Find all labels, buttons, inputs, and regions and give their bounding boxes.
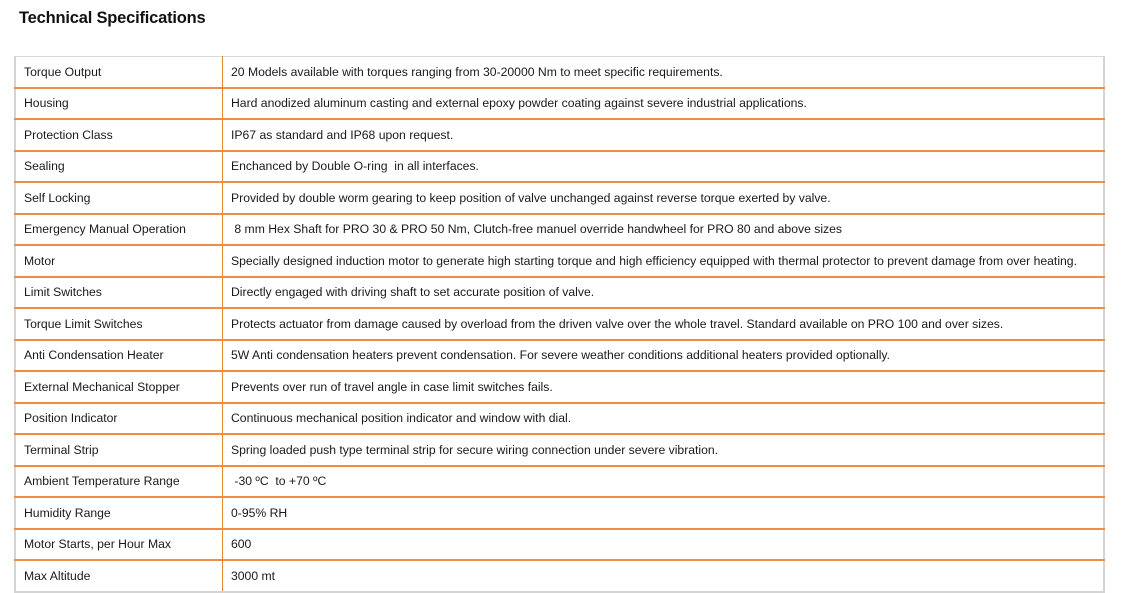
table-row	[15, 245, 1104, 277]
spec-label: Sealing	[15, 151, 223, 183]
table-row	[15, 340, 1104, 372]
spec-value: Specially designed induction motor to generate high starting torque and high efficiency equipped with thermal protector to prevent damage from over heating.	[223, 245, 1105, 277]
spec-label: Ambient Temperature Range	[15, 466, 223, 498]
spec-label: Protection Class	[15, 119, 223, 151]
table-row	[15, 497, 1104, 529]
table-row	[15, 151, 1104, 183]
spec-value: 20 Models available with torques ranging from 30-20000 Nm to meet specific requirements.	[223, 57, 1105, 88]
spec-label: Housing	[15, 88, 223, 120]
table-row	[15, 88, 1104, 120]
spec-value: 0-95% RH	[223, 497, 1105, 529]
spec-value: Prevents over run of travel angle in case limit switches fails.	[223, 371, 1105, 403]
spec-label: Motor Starts, per Hour Max	[15, 529, 223, 561]
spec-label: Anti Condensation Heater	[15, 340, 223, 372]
spec-value: 3000 mt	[231, 568, 276, 583]
table-row	[15, 182, 1104, 214]
table-row	[15, 214, 1104, 246]
spec-table	[14, 56, 1105, 593]
spec-value: Provided by double worm gearing to keep position of valve unchanged against reverse torque exerted by valve.	[223, 182, 1105, 214]
spec-value: IP67 as standard and IP68 upon request.	[223, 119, 1105, 151]
spec-value: Hard anodized aluminum casting and external epoxy powder coating against severe industrial applications.	[223, 88, 1105, 120]
spec-value: Spring loaded push type terminal strip for secure wiring connection under severe vibration.	[223, 434, 1105, 466]
spec-value: Protects actuator from damage caused by overload from the driven valve over the whole travel. Standard available on PRO 100 and over sizes.	[223, 308, 1105, 340]
spec-value: Continuous mechanical position indicator and window with dial.	[223, 403, 1105, 435]
page-title: Technical Specifications	[19, 9, 206, 27]
table-row	[15, 403, 1104, 435]
spec-label: Position Indicator	[15, 403, 223, 435]
spec-label: Terminal Strip	[15, 434, 223, 466]
spec-label: Emergency Manual Operation	[15, 214, 223, 246]
spec-label: External Mechanical Stopper	[15, 371, 223, 403]
spec-label: Limit Switches	[15, 277, 223, 309]
spec-label: Max Altitude	[15, 560, 223, 592]
spec-value: -30 ºC to +70 ºC	[223, 466, 1105, 498]
table-row	[15, 560, 1104, 592]
table-row	[15, 308, 1104, 340]
spec-label: Torque Output	[15, 57, 223, 88]
table-row	[15, 119, 1104, 151]
spec-label: Torque Limit Switches	[15, 308, 223, 340]
table-row	[15, 529, 1104, 561]
spec-label: Humidity Range	[15, 497, 223, 529]
table-row	[15, 277, 1104, 309]
table-row	[15, 371, 1104, 403]
spec-value: Enchanced by Double O-ring in all interfaces.	[223, 151, 1105, 183]
spec-value: 8 mm Hex Shaft for PRO 30 & PRO 50 Nm, Clutch-free manuel override handwheel for PRO 80 and above sizes	[223, 214, 1105, 246]
table-row	[15, 466, 1104, 498]
spec-value: Directly engaged with driving shaft to set accurate position of valve.	[223, 277, 1105, 309]
table-row	[15, 57, 1104, 88]
table-row	[15, 434, 1104, 466]
spec-label: Motor	[15, 245, 223, 277]
spec-value: 600	[223, 529, 1105, 561]
spec-label: Self Locking	[15, 182, 223, 214]
spec-value: 5W Anti condensation heaters prevent condensation. For severe weather conditions additional heaters provided optionally.	[223, 340, 1105, 372]
